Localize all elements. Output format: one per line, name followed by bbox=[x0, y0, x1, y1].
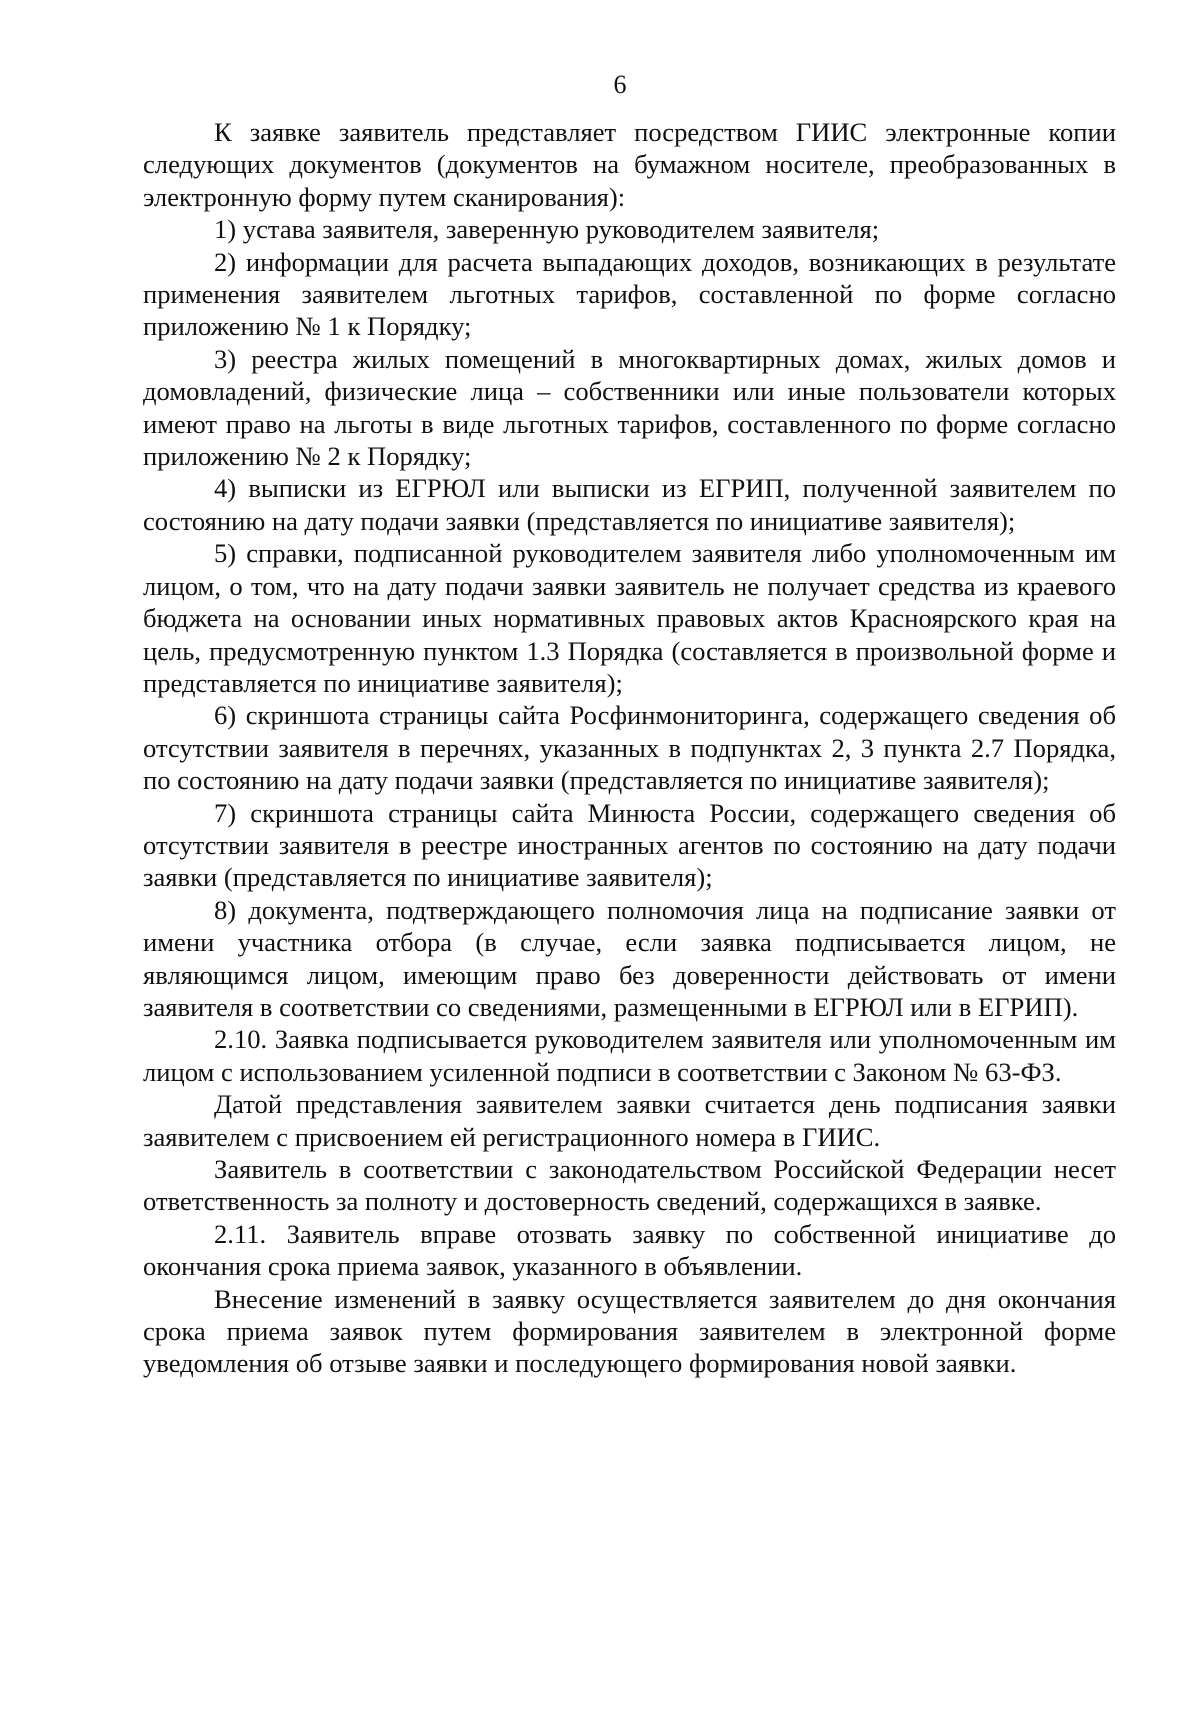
paragraph-item-8: 8) документа, подтверждающего полномочия лица на подписание заявки от имени участника отбора (в случае, если заявка подписывается лицом, не являющимся лицом, имеющим право без доверенности действовать от имени заявителя в соответствии со сведениями, размещенными в ЕГРЮЛ или в ЕГРИП). bbox=[143, 894, 1116, 1022]
paragraph-item-7: 7) скриншота страницы сайта Минюста России, содержащего сведения об отсутствии заявителя в реестре иностранных агентов по состоянию на дату подачи заявки (представляется по инициативе заявителя); bbox=[143, 797, 1116, 893]
paragraph-amendments: Внесение изменений в заявку осуществляется заявителем до дня окончания срока приема заявок путем формирования заявителем в электронной форме уведомления об отзыве заявки и последующего формирования новой заявки. bbox=[143, 1283, 1116, 1379]
paragraph-item-5: 5) справки, подписанной руководителем заявителя либо уполномоченным им лицом, о том, что на дату подачи заявки заявитель не получает средства из краевого бюджета на основании иных нормативных правовых актов Красноярского края на цель, предусмотренную пунктом 1.3 Порядка (составляется в произвольной форме и представляется по инициативе заявителя); bbox=[143, 538, 1116, 698]
paragraph-responsibility: Заявитель в соответствии с законодательством Российской Федерации несет ответственность за полноту и достоверность сведений, содержащихся в заявке. bbox=[143, 1154, 1116, 1217]
page-number: 6 bbox=[613, 70, 627, 99]
paragraph-intro: К заявке заявитель представляет посредством ГИИС электронные копии следующих документов (документов на бумажном носителе, преобразованных в электронную форму путем сканирования): bbox=[143, 117, 1116, 212]
paragraph-clause-2-10: 2.10. Заявка подписывается руководителем заявителя или уполномоченным им лицом с использованием усиленной подписи в соответствии с Законом № 63-ФЗ. bbox=[143, 1024, 1116, 1087]
paragraph-item-2: 2) информации для расчета выпадающих доходов, возникающих в результате применения заявителем льготных тарифов, составленной по форме согласно приложению № 1 к Порядку; bbox=[143, 246, 1116, 342]
paragraph-item-4: 4) выписки из ЕГРЮЛ или выписки из ЕГРИП, полученной заявителем по состоянию на дату подачи заявки (представляется по инициативе заявителя); bbox=[143, 473, 1116, 536]
paragraph-item-1: 1) устава заявителя, заверенную руководителем заявителя; bbox=[214, 214, 880, 245]
paragraph-item-3: 3) реестра жилых помещений в многоквартирных домах, жилых домов и домовладений, физические лица – собственники или иные пользователи которых имеют право на льготы в виде льготных тарифов, составленного по форме согласно приложению № 2 к Порядку; bbox=[143, 343, 1116, 472]
paragraph-submission-date: Датой представления заявителем заявки считается день подписания заявки заявителем с присвоением ей регистрационного номера в ГИИС. bbox=[143, 1089, 1116, 1152]
paragraph-item-6: 6) скриншота страницы сайта Росфинмониторинга, содержащего сведения об отсутствии заявителя в перечнях, указанных в подпунктах 2, 3 пункта 2.7 Порядка, по состоянию на дату подачи заявки (представляется по инициативе заявителя); bbox=[143, 700, 1116, 796]
paragraph-clause-2-11: 2.11. Заявитель вправе отозвать заявку по собственной инициативе до окончания срока приема заявок, указанного в объявлении. bbox=[143, 1218, 1116, 1282]
document-body bbox=[143, 116, 1116, 1380]
